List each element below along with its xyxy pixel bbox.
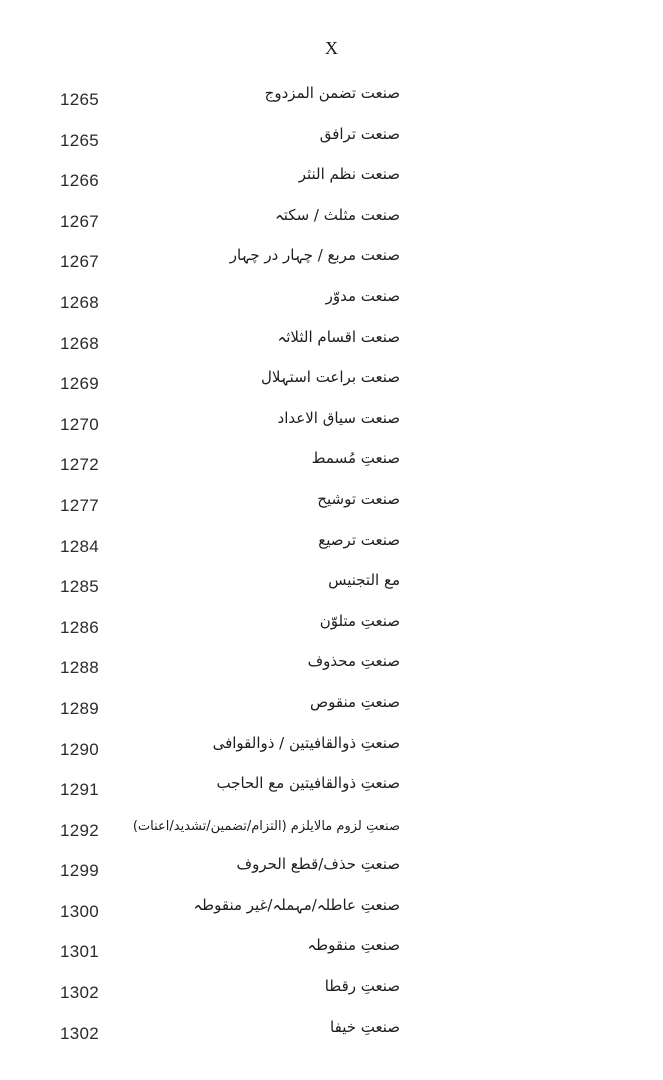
toc-title: صنعتِ مُسمط (311, 449, 400, 468)
toc-page-number: 1268 (60, 333, 100, 353)
toc-page-number: 1285 (60, 577, 100, 597)
toc-entry (60, 163, 400, 204)
toc-entry (60, 975, 400, 1016)
toc-title: صنعت براعت استہلال (261, 368, 400, 387)
toc-page-number: 1291 (60, 780, 100, 800)
toc-entry (60, 529, 400, 570)
toc-title: صنعت اقسام الثلاثہ (277, 327, 400, 346)
page-number: X (325, 38, 338, 58)
toc-entry (60, 691, 400, 732)
toc-title: صنعتِ لزوم مالایلزم (التزام/تضمین/تشدید/اعنات) (132, 818, 400, 834)
toc-page-number: 1267 (60, 252, 100, 272)
toc-entry (60, 407, 400, 448)
toc-entry (60, 447, 400, 488)
toc-page-number: 1289 (60, 698, 100, 718)
toc-entry (60, 610, 400, 651)
toc-entry (60, 813, 400, 854)
toc-title: صنعتِ خیفا (330, 1017, 400, 1036)
toc-page-number: 1302 (60, 1023, 100, 1043)
toc-title: صنعت مربع / چہار در چہار (229, 246, 400, 265)
toc-title: صنعتِ متلوّن (319, 611, 400, 630)
toc-title: صنعتِ منقوطہ (307, 936, 400, 955)
toc-title: مع التجنیس (328, 571, 400, 590)
toc-title: صنعتِ ذوالقافیتین مع الحاجب (216, 774, 400, 793)
toc-title: صنعتِ محذوف (307, 652, 400, 671)
toc-title: صنعت ترصیع (318, 530, 400, 549)
toc-title: صنعت نظم النثر (298, 165, 400, 184)
toc-entry (60, 488, 400, 529)
toc-entry (60, 934, 400, 975)
toc-entry (60, 1016, 400, 1057)
toc-page-number: 1270 (60, 414, 100, 434)
toc-page-number: 1302 (60, 983, 100, 1003)
toc-page-number: 1290 (60, 739, 100, 759)
toc-page-number: 1299 (60, 861, 100, 881)
toc-page-number: 1266 (60, 171, 100, 191)
toc-page-number: 1277 (60, 495, 100, 515)
toc-title: صنعت مثلث / سکتہ (274, 205, 400, 224)
toc-page-number: 1300 (60, 901, 100, 921)
toc-page-number: 1265 (60, 90, 100, 109)
table-of-contents (60, 82, 400, 1056)
toc-entry (60, 366, 400, 407)
toc-entry (60, 650, 400, 691)
toc-page-number: 1269 (60, 374, 100, 394)
toc-page-number: 1267 (60, 211, 100, 231)
toc-entry (60, 894, 400, 935)
toc-page-number: 1284 (60, 536, 100, 556)
toc-entry (60, 326, 400, 367)
toc-page-number: 1301 (60, 942, 100, 962)
toc-title: صنعت توشیح (317, 489, 400, 508)
toc-title: صنعت تضمن المزدوج (264, 84, 400, 102)
toc-entry (60, 732, 400, 773)
toc-page-number: 1286 (60, 617, 100, 637)
toc-page-number: 1265 (60, 130, 100, 150)
toc-title: صنعت ترافق (319, 124, 400, 143)
toc-title: صنعت سیاق الاعداد (277, 408, 400, 427)
toc-page-number: 1292 (60, 820, 100, 840)
toc-page-number: 1288 (60, 658, 100, 678)
toc-title: صنعتِ عاطلہ/مہملہ/غیر منقوطہ (193, 895, 400, 914)
toc-entry (60, 204, 400, 245)
toc-page-number: 1268 (60, 292, 100, 312)
toc-entry (60, 285, 400, 326)
toc-title: صنعتِ رقطا (324, 977, 400, 996)
toc-entry (60, 772, 400, 813)
toc-entry (60, 82, 400, 123)
toc-title: صنعتِ حذف/قطع الحروف (236, 855, 400, 874)
toc-entry (60, 244, 400, 285)
toc-title: صنعتِ منقوص (309, 692, 400, 711)
toc-page-number: 1272 (60, 455, 100, 475)
toc-entry (60, 569, 400, 610)
toc-entry (60, 123, 400, 164)
toc-title: صنعتِ ذوالقافیتین / ذوالقوافی (212, 733, 400, 752)
toc-title: صنعت مدوّر (325, 286, 400, 305)
toc-entry (60, 853, 400, 894)
